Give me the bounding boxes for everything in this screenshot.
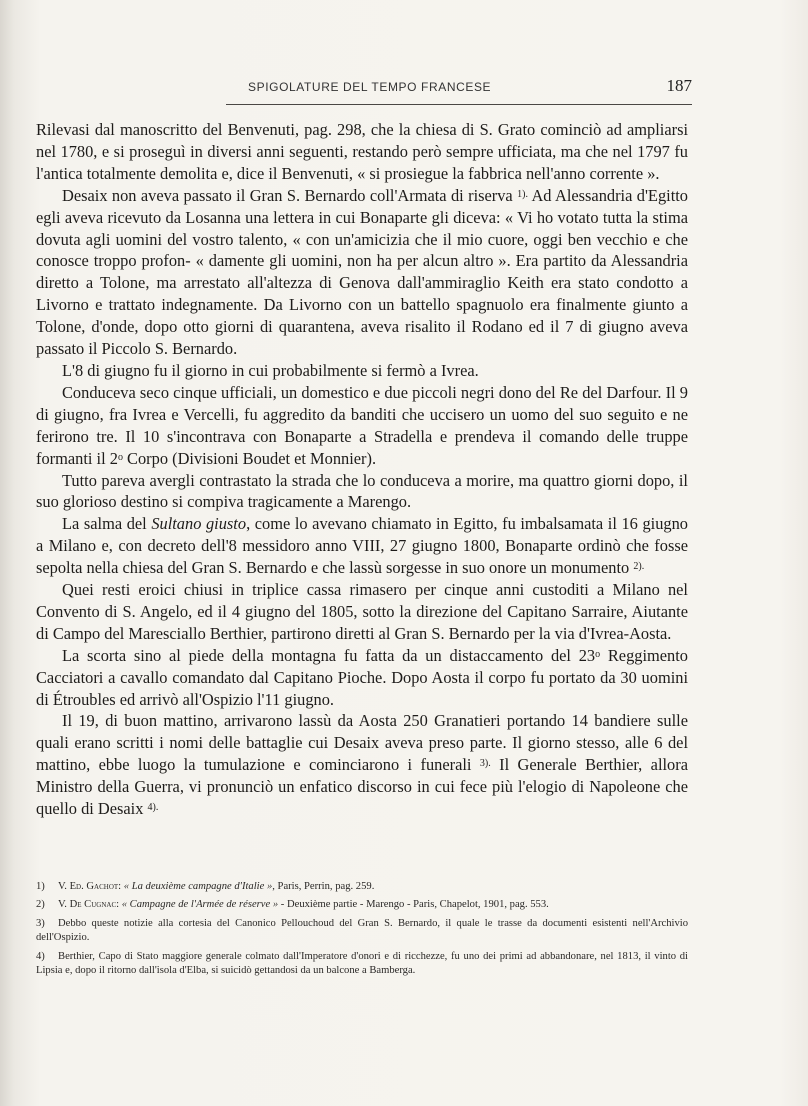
paragraph-text: Corpo (Divisioni Boudet et Monnier). xyxy=(122,448,377,468)
paragraph-text: , come lo avevano chiamato in Egitto, fu imbalsamata il 16 giugno a Milano e, con decreto dell'8 messidoro anno VIII, 27 giugno 1800, Bonaparte ordinò che fosse sepolta nella chiesa del Gran S. Bernardo e che lassù sorgesse in suo onore un monumento xyxy=(36,514,688,578)
footnote-text: , Paris, Perrin, pag. 259. xyxy=(272,881,375,892)
footnote xyxy=(36,950,688,979)
footnote-title: « Campagne de l'Armée de réserve » xyxy=(121,899,279,911)
footnote-title: « La deuxième campagne d'Italie » xyxy=(123,881,273,892)
footnote-text: - Deuxième partie - Marengo - Paris, Chapelot, 1901, pag. 553. xyxy=(278,899,549,911)
footnote-ref: 3). xyxy=(479,758,491,770)
footnote-author: V. De Cugnac: xyxy=(58,899,120,911)
paragraph-text: Quei resti eroici chiusi in triplice cassa rimasero per cinque anni custoditi a Milano nel Convento di S. Angelo, ed il 4 giugno del 1805, sotto la direzione del Capitano Sarraire, Aiutante di Campo del Maresciallo Berthier, partirono diretti al Gran S. Bernardo per la via d'Ivrea-Aosta. xyxy=(36,580,688,643)
paragraph xyxy=(36,360,688,382)
footnote-ref: 4). xyxy=(147,802,159,814)
footnote-number: 1) xyxy=(36,881,45,892)
paragraph xyxy=(36,470,688,514)
main-text xyxy=(36,119,688,820)
paragraph xyxy=(36,119,688,185)
paragraph-text: La scorta sino al piede della montagna fu fatta da un distaccamento del 23 xyxy=(62,645,596,665)
paragraph-text: Reggimento Cacciatori a cavallo comandato dal Capitano Pioche. Dopo Aosta il corpo fu portato da 30 uomini di Étroubles ed arrivò all'Ospizio l'11 giugno. xyxy=(36,645,688,709)
footnote-number: 4) xyxy=(36,950,45,962)
paragraph-text: Conduceva seco cinque ufficiali, un domestico e due piccoli negri dono del Re del Darfour. Il 9 di giugno, fra Ivrea e Vercelli, fu aggredito da banditi che uccisero un uomo del suo seguito e ne ferirono tre. Il 10 s'incontrava con Bonaparte a Stradella e prendeva il comando delle truppe formanti il 2 xyxy=(36,382,688,468)
page-header xyxy=(226,76,692,104)
paragraph-text: Desaix non aveva passato il Gran S. Bernardo coll'Armata di riserva xyxy=(62,185,513,205)
footnote-number: 2) xyxy=(36,899,45,911)
footnote-text: Debbo queste notizie alla cortesia del Canonico Pellouchoud del Gran S. Bernardo, il quale le trasse da documenti esistenti nell'Archivio dell'Ospizio. xyxy=(36,917,688,944)
paragraph-text: Il 19, di buon mattino, arrivarono lassù da Aosta 250 Granatieri portando 14 bandiere sulle quali erano scritti i nomi delle battaglie cui Desaix aveva preso parte. Il giorno stesso, alle 6 del mattino, ebbe luogo la tumulazione e cominciarono i funerali xyxy=(36,711,688,775)
header-rule xyxy=(226,104,692,105)
footnotes xyxy=(36,880,688,982)
paragraph-text: Rilevasi dal manoscritto del Benvenuti, pag. 298, che la chiesa di S. Grato cominciò ad ampliarsi nel 1780, e si proseguì in diversi anni seguenti, restando però sempre ufficiata, ma che nel 1797 fu l'antica totalmente demolita e, dice il Benvenuti, « si prosiegue la fabbrica nell'anno corrente ». xyxy=(36,120,688,183)
paragraph xyxy=(36,579,688,645)
paragraph-text: La salma del xyxy=(62,514,152,534)
running-title: SPIGOLATURE DEL TEMPO FRANCESE xyxy=(248,80,492,94)
paragraph xyxy=(36,382,688,470)
footnote-number: 3) xyxy=(36,917,45,929)
footnote-text: Berthier, Capo di Stato maggiore generale colmato dall'Imperatore d'onori e di ricchezze, fu uno dei primi ad abbandonare, nel 1813, il vinto di Lipsia e, dopo il ritorno dall'isola d'Elba, si suicidò gettandosi da un balcone a Bamberga. xyxy=(36,950,688,977)
ordinal-superscript: o xyxy=(595,648,601,660)
paragraph-text: Tutto pareva avergli contrastato la strada che lo conduceva a morire, ma quattro giorni dopo, il suo glorioso destino si compiva tragicamente a Marengo. xyxy=(36,470,688,512)
footnote xyxy=(36,917,688,946)
paragraph xyxy=(36,185,688,360)
ordinal-superscript: o xyxy=(117,451,123,463)
paragraph-text: Ad Alessandria d'Egitto egli aveva ricevuto da Losanna una lettera in cui Bonaparte gli diceva: « Vi ho votato tutta la stima dovuta agli uomini del vostro talento, « con un'amicizia che il mio cuore, oggi ben vecchio e che conosce troppo profon- « damente gli uomini, non ha per alcun altro ». Era partito da Alessandria diretto a Tolone, ma arrestato all'altezza di Genova dall'ammiraglio Keith era stato condotto a Livorno e trattato indegnamente. Da Livorno con un battello spagnuolo era finalmente giunto a Tolone, d'onde, dopo otto giorni di quarantena, aveva risalito il Rodano ed il 7 di giugno aveva passato il Piccolo S. Bernardo. xyxy=(36,185,688,359)
footnote-ref: 2). xyxy=(633,561,645,573)
paragraph-text: Il Generale Berthier, allora Ministro della Guerra, vi pronunciò un enfatico discorso in cui fece più l'elogio di Napoleone che quello di Desaix xyxy=(36,755,688,819)
footnote-ref: 1). xyxy=(517,188,528,200)
paragraph-text: L'8 di giugno fu il giorno in cui probabilmente si fermò a Ivrea. xyxy=(62,360,479,380)
paragraph xyxy=(36,645,688,711)
paragraph xyxy=(36,710,688,820)
footnote xyxy=(36,880,688,894)
italic-phrase: Sultano giusto xyxy=(151,514,247,534)
paragraph xyxy=(36,513,688,579)
page-number: 187 xyxy=(666,76,692,95)
footnote xyxy=(36,898,688,912)
footnote-author: V. Ed. Gachot: xyxy=(58,881,122,892)
